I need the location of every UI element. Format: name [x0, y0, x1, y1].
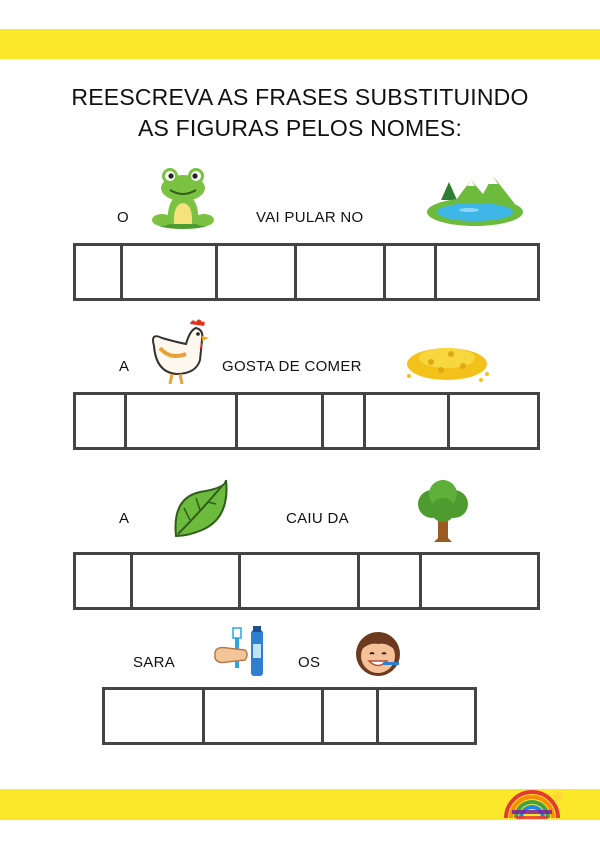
row1-word-1: O	[117, 209, 129, 226]
answer-box[interactable]	[241, 555, 360, 607]
row3-word-1: A	[119, 510, 130, 527]
answer-box[interactable]	[76, 395, 127, 447]
answer-box[interactable]	[205, 690, 324, 742]
lake-icon	[423, 170, 527, 228]
answer-boxes-row4	[102, 687, 477, 745]
answer-box[interactable]	[360, 555, 422, 607]
answer-boxes-row3	[73, 552, 540, 610]
tree-icon	[414, 480, 472, 542]
answer-box[interactable]	[366, 395, 450, 447]
row4-word-1: SARA	[133, 654, 176, 671]
answer-box[interactable]	[324, 690, 379, 742]
answer-box[interactable]	[297, 246, 386, 298]
answer-box[interactable]	[422, 555, 537, 607]
smiling-girl-teeth-icon	[353, 628, 403, 678]
answer-box[interactable]	[127, 395, 238, 447]
frog-icon	[150, 166, 216, 230]
row3-word-2: CAIU DA	[286, 510, 349, 527]
rainbow-logo-icon	[500, 788, 566, 822]
title-line-2: AS FIGURAS PELOS NOMES:	[137, 115, 463, 141]
leaf-icon	[170, 478, 230, 542]
row2-word-2: GOSTA DE COMER	[222, 358, 362, 375]
answer-box[interactable]	[218, 246, 297, 298]
row2-word-1: A	[119, 358, 130, 375]
corn-icon	[401, 340, 493, 384]
answer-box[interactable]	[238, 395, 324, 447]
answer-box[interactable]	[450, 395, 537, 447]
answer-box[interactable]	[324, 395, 366, 447]
answer-boxes-row1	[73, 243, 540, 301]
answer-box[interactable]	[386, 246, 437, 298]
answer-boxes-row2	[73, 392, 540, 450]
answer-box[interactable]	[379, 690, 474, 742]
top-yellow-band	[0, 29, 600, 59]
answer-box[interactable]	[76, 246, 123, 298]
hen-icon	[146, 316, 210, 386]
title-line-1: REESCREVA AS FRASES SUBSTITUINDO	[71, 84, 529, 110]
row1-word-2: VAI PULAR NO	[256, 209, 364, 226]
answer-box[interactable]	[123, 246, 218, 298]
page-title	[0, 82, 600, 144]
answer-box[interactable]	[76, 555, 133, 607]
answer-box[interactable]	[437, 246, 537, 298]
row4-word-2: OS	[298, 654, 321, 671]
answer-box[interactable]	[105, 690, 205, 742]
answer-box[interactable]	[133, 555, 241, 607]
toothbrush-icon	[213, 626, 269, 680]
